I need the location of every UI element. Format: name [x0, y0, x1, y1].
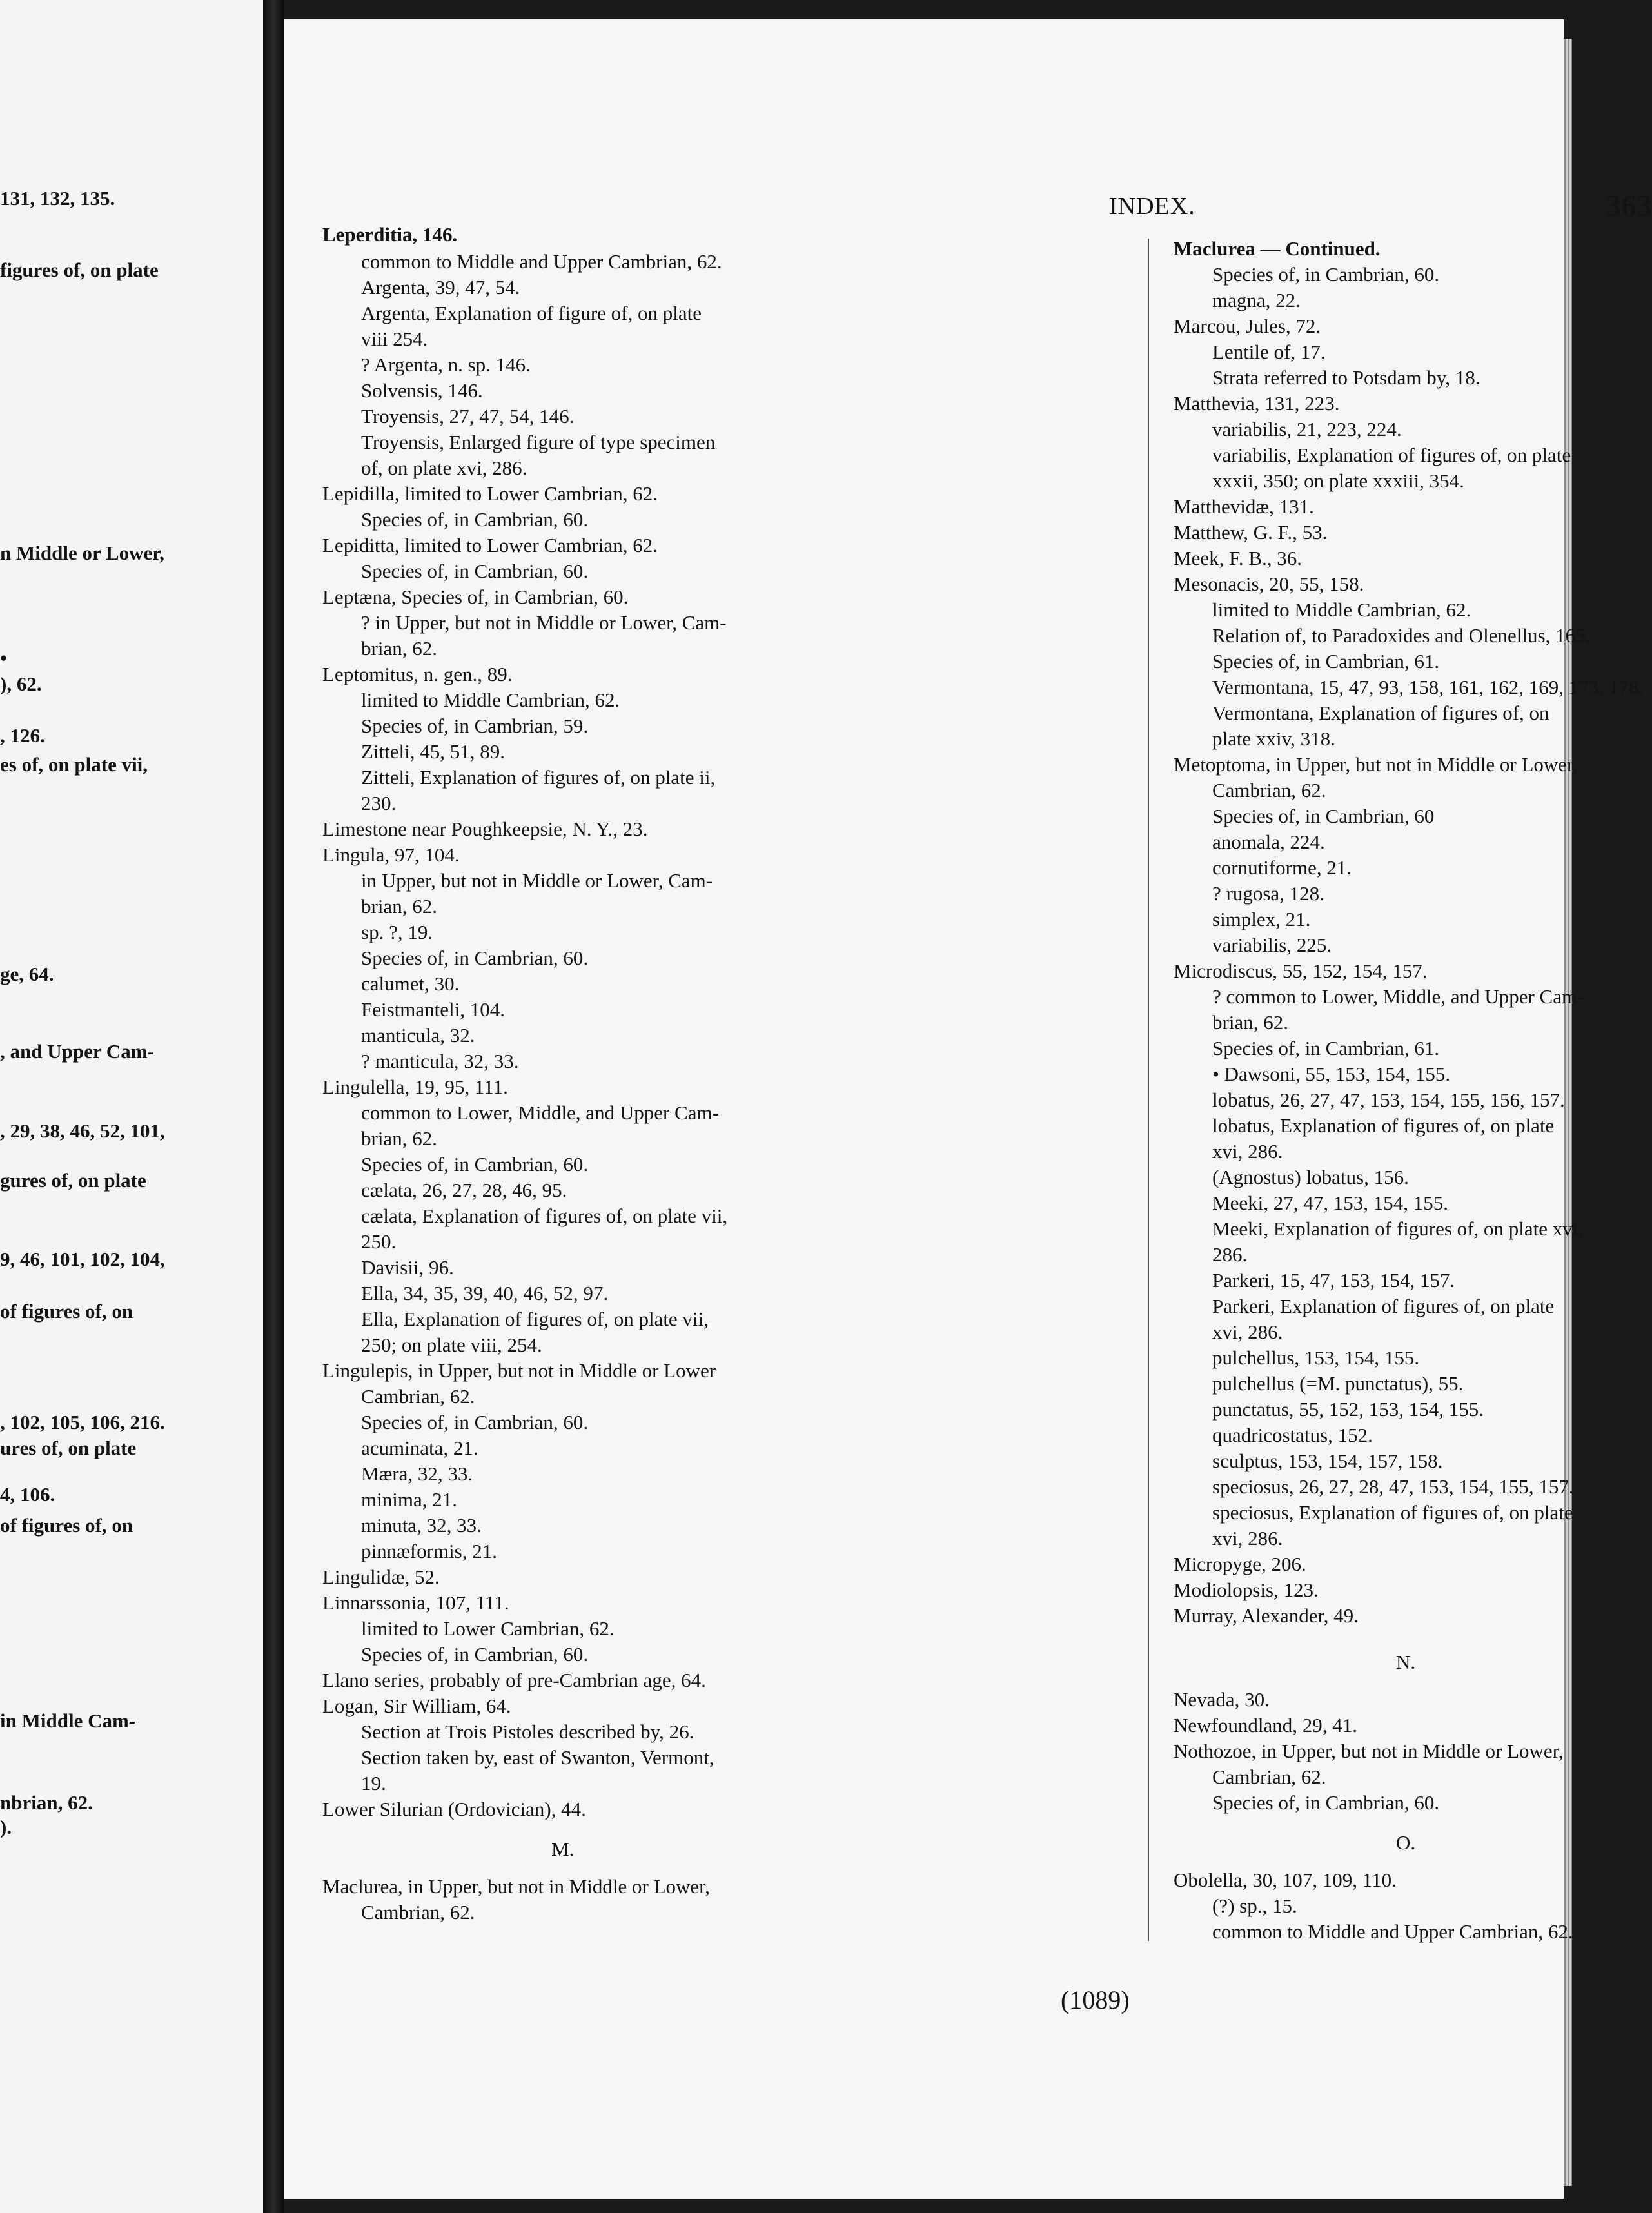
index-entry: Meek, F. B., 36.	[1174, 547, 1303, 569]
index-subentry: • Dawsoni, 55, 153, 154, 155.	[1212, 1063, 1451, 1085]
index-subentry: variabilis, Explanation of figures of, on plate	[1212, 444, 1571, 466]
index-subentry: xvi, 286.	[1212, 1140, 1283, 1163]
left-page-fragment: 9, 46, 101, 102, 104,	[0, 1248, 165, 1270]
index-entry: Mesonacis, 20, 55, 158.	[1174, 573, 1364, 595]
index-subentry: Species of, in Cambrian, 60.	[361, 1153, 589, 1175]
index-subentry: sp. ?, 19.	[361, 921, 433, 943]
index-subentry: (?) sp., 15.	[1212, 1894, 1297, 1917]
index-subentry: pulchellus (=M. punctatus), 55.	[1212, 1372, 1464, 1395]
index-subentry: Feistmanteli, 104.	[361, 998, 506, 1021]
index-entry: Leptomitus, n. gen., 89.	[322, 663, 513, 685]
index-subentry: Troyensis, Enlarged figure of type specimen	[361, 431, 716, 453]
left-page-fragment: 131, 132, 135.	[0, 187, 115, 210]
index-entry: Modiolopsis, 123.	[1174, 1579, 1319, 1601]
index-entry: Matthevidæ, 131.	[1174, 495, 1314, 518]
page-number: 363	[1606, 189, 1652, 223]
index-subentry: Argenta, 39, 47, 54.	[361, 276, 520, 299]
index-entry: Llano series, probably of pre-Cambrian age, 64.	[322, 1669, 706, 1691]
index-subentry: Relation of, to Paradoxides and Olenellus, 165.	[1212, 624, 1591, 647]
index-subentry: Ella, Explanation of figures of, on plate vii,	[361, 1308, 709, 1330]
left-page-fragment: es of, on plate vii,	[0, 753, 148, 776]
index-entry: Logan, Sir William, 64.	[322, 1695, 511, 1717]
index-entry: Linnarssonia, 107, 111.	[322, 1591, 509, 1614]
index-entry: Marcou, Jules, 72.	[1174, 315, 1321, 337]
index-subentry: sculptus, 153, 154, 157, 158.	[1212, 1450, 1443, 1472]
index-subentry: viii 254.	[361, 328, 428, 350]
left-page-fragment: of figures of, on	[0, 1300, 133, 1323]
index-subentry: 250; on plate viii, 254.	[361, 1333, 542, 1356]
left-page-fragment: •	[0, 647, 7, 669]
index-subentry: Cambrian, 62.	[1212, 1765, 1326, 1788]
index-subentry: Species of, in Cambrian, 60.	[361, 1411, 589, 1433]
index-subentry: Vermontana, Explanation of figures of, on	[1212, 702, 1549, 724]
index-entry: Murray, Alexander, 49.	[1174, 1604, 1359, 1627]
left-page-fragment: nbrian, 62.	[0, 1791, 93, 1814]
index-subentry: Davisii, 96.	[361, 1256, 454, 1279]
index-subentry: common to Middle and Upper Cambrian, 62.	[361, 250, 722, 273]
index-subentry: brian, 62.	[361, 895, 437, 918]
index-subentry: Parkeri, 15, 47, 153, 154, 157.	[1212, 1269, 1455, 1292]
index-subentry: limited to Lower Cambrian, 62.	[361, 1617, 615, 1640]
index-entry: Nothozoe, in Upper, but not in Middle or Lower,	[1174, 1740, 1564, 1762]
index-entry: Micropyge, 206.	[1174, 1553, 1306, 1575]
index-subentry: limited to Middle Cambrian, 62.	[1212, 598, 1471, 621]
index-subentry: simplex, 21.	[1212, 908, 1311, 930]
index-subentry: acuminata, 21.	[361, 1437, 478, 1459]
left-page-fragment: n Middle or Lower,	[0, 542, 164, 564]
left-page-fragment: gures of, on plate	[0, 1169, 146, 1192]
index-subentry: in Upper, but not in Middle or Lower, Cam-	[361, 869, 713, 892]
index-subentry: Zitteli, 45, 51, 89.	[361, 740, 506, 763]
index-entry: Lepiditta, limited to Lower Cambrian, 62.	[322, 534, 658, 556]
index-subentry: brian, 62.	[361, 1127, 437, 1150]
index-subentry: ? common to Lower, Middle, and Upper Cam-	[1212, 985, 1584, 1008]
index-subentry: manticula, 32.	[361, 1024, 475, 1047]
left-facing-page	[0, 0, 263, 2213]
index-subentry: anomala, 224.	[1212, 831, 1325, 853]
left-page-fragment: , 102, 105, 106, 216.	[0, 1411, 165, 1433]
index-entry: Matthevia, 131, 223.	[1174, 392, 1340, 415]
left-page-fragment: ), 62.	[0, 673, 42, 695]
index-subentry: Species of, in Cambrian, 60.	[361, 1643, 589, 1666]
index-entry: Lower Silurian (Ordovician), 44.	[322, 1798, 586, 1820]
index-entry: Lingulepis, in Upper, but not in Middle or Lower	[322, 1359, 716, 1382]
left-page-fragment: ge, 64.	[0, 963, 54, 985]
index-subentry: ? rugosa, 128.	[1212, 882, 1324, 905]
index-entry: Leperditia, 146.	[322, 223, 458, 246]
index-subentry: 250.	[361, 1230, 397, 1253]
index-entry: Leptæna, Species of, in Cambrian, 60.	[322, 585, 629, 608]
index-subentry: Species of, in Cambrian, 60	[1212, 805, 1435, 827]
left-page-fragment: 4, 106.	[0, 1483, 55, 1506]
index-subentry: Cambrian, 62.	[361, 1385, 475, 1408]
index-subentry: variabilis, 21, 223, 224.	[1212, 418, 1402, 440]
index-entry: Matthew, G. F., 53.	[1174, 521, 1328, 544]
index-subentry: Species of, in Cambrian, 60.	[361, 508, 589, 531]
index-subentry: Ella, 34, 35, 39, 40, 46, 52, 97.	[361, 1282, 609, 1304]
index-subentry: quadricostatus, 152.	[1212, 1424, 1373, 1446]
index-subentry: Mæra, 32, 33.	[361, 1462, 473, 1485]
index-subentry: (Agnostus) lobatus, 156.	[1212, 1166, 1409, 1188]
index-subentry: magna, 22.	[1212, 289, 1301, 311]
index-entry: Obolella, 30, 107, 109, 110.	[1174, 1869, 1397, 1891]
index-subentry: Section taken by, east of Swanton, Vermont,	[361, 1746, 714, 1769]
index-subentry: brian, 62.	[1212, 1011, 1288, 1034]
index-entry: Lepidilla, limited to Lower Cambrian, 62.	[322, 482, 658, 505]
index-entry: Metoptoma, in Upper, but not in Middle or Lower,	[1174, 753, 1578, 776]
index-subentry: Meeki, 27, 47, 153, 154, 155.	[1212, 1192, 1448, 1214]
left-page-fragment: , 126.	[0, 724, 45, 747]
left-page-fragment: , 29, 38, 46, 52, 101,	[0, 1119, 165, 1142]
index-entry: Microdiscus, 55, 152, 154, 157.	[1174, 959, 1428, 982]
index-subentry: Parkeri, Explanation of figures of, on plate	[1212, 1295, 1555, 1317]
index-subentry: Meeki, Explanation of figures of, on plate xvi,	[1212, 1217, 1584, 1240]
index-subentry: Cambrian, 62.	[1212, 779, 1326, 802]
index-subentry: variabilis, 225.	[1212, 934, 1332, 956]
index-subentry: Species of, in Cambrian, 59.	[361, 714, 589, 737]
index-entry: Lingulidæ, 52.	[322, 1566, 440, 1588]
index-subentry: Section at Trois Pistoles described by, 26.	[361, 1720, 694, 1743]
index-subentry: 286.	[1212, 1243, 1248, 1266]
index-subentry: pinnæformis, 21.	[361, 1540, 497, 1562]
index-subentry: lobatus, Explanation of figures of, on plate	[1212, 1114, 1555, 1137]
left-page-fragment: ).	[0, 1816, 12, 1838]
folio-number: (1089)	[1061, 1985, 1130, 2014]
index-subentry: 230.	[361, 792, 397, 814]
index-subentry: ? in Upper, but not in Middle or Lower, Cam-	[361, 611, 727, 634]
index-subentry: Species of, in Cambrian, 60.	[1212, 263, 1440, 286]
index-subentry: Vermontana, 15, 47, 93, 158, 161, 162, 169, 173, 178.	[1212, 676, 1644, 698]
index-entry: Lingula, 97, 104.	[322, 843, 460, 866]
index-subentry: Argenta, Explanation of figure of, on plate	[361, 302, 702, 324]
book-gutter	[263, 0, 284, 2213]
index-subentry: Lentile of, 17.	[1212, 340, 1326, 363]
index-subentry: Solvensis, 146.	[361, 379, 483, 402]
index-subentry: ? Argenta, n. sp. 146.	[361, 353, 531, 376]
index-subentry: Troyensis, 27, 47, 54, 146.	[361, 405, 575, 428]
running-head: INDEX.	[1109, 193, 1195, 220]
section-letter: O.	[1396, 1831, 1416, 1854]
index-subentry: of, on plate xvi, 286.	[361, 457, 527, 479]
index-entry: Nevada, 30.	[1174, 1688, 1270, 1711]
index-subentry: xvi, 286.	[1212, 1321, 1283, 1343]
index-subentry: Zitteli, Explanation of figures of, on plate ii,	[361, 766, 716, 789]
index-subentry: Strata referred to Potsdam by, 18.	[1212, 366, 1480, 389]
index-subentry: minima, 21.	[361, 1488, 457, 1511]
index-entry: Newfoundland, 29, 41.	[1174, 1714, 1357, 1736]
column-rule	[1148, 239, 1149, 1941]
index-entry: Lingulella, 19, 95, 111.	[322, 1076, 508, 1098]
left-page-fragment: , and Upper Cam-	[0, 1040, 154, 1063]
left-page-fragment: ures of, on plate	[0, 1437, 137, 1459]
index-entry: Maclurea, in Upper, but not in Middle or Lower,	[322, 1875, 711, 1898]
left-page-fragment: of figures of, on	[0, 1514, 133, 1537]
index-subentry: punctatus, 55, 152, 153, 154, 155.	[1212, 1398, 1484, 1421]
index-subentry: common to Middle and Upper Cambrian, 62.	[1212, 1920, 1573, 1943]
index-subentry: ? manticula, 32, 33.	[361, 1050, 519, 1072]
index-subentry: brian, 62.	[361, 637, 437, 660]
left-page-fragment: in Middle Cam-	[0, 1709, 136, 1732]
index-subentry: xxxii, 350; on plate xxxiii, 354.	[1212, 469, 1464, 492]
index-subentry: Species of, in Cambrian, 61.	[1212, 650, 1440, 673]
index-subentry: Species of, in Cambrian, 61.	[1212, 1037, 1440, 1059]
index-subentry: minuta, 32, 33.	[361, 1514, 482, 1537]
index-subentry: speciosus, Explanation of figures of, on plate	[1212, 1501, 1573, 1524]
index-subentry: 19.	[361, 1772, 386, 1795]
index-entry: Maclurea — Continued.	[1174, 237, 1381, 260]
index-subentry: Species of, in Cambrian, 60.	[1212, 1791, 1440, 1814]
index-subentry: limited to Middle Cambrian, 62.	[361, 689, 620, 711]
left-page-fragment: figures of, on plate	[0, 259, 159, 281]
index-subentry: Species of, in Cambrian, 60.	[361, 560, 589, 582]
section-letter: M.	[551, 1838, 575, 1860]
index-page	[284, 19, 1652, 2199]
index-subentry: pulchellus, 153, 154, 155.	[1212, 1346, 1420, 1369]
index-subentry: plate xxiv, 318.	[1212, 727, 1335, 750]
index-entry: Limestone near Poughkeepsie, N. Y., 23.	[322, 818, 648, 840]
index-subentry: speciosus, 26, 27, 28, 47, 153, 154, 155, 157.	[1212, 1475, 1574, 1498]
index-subentry: Species of, in Cambrian, 60.	[361, 947, 589, 969]
index-subentry: cælata, 26, 27, 28, 46, 95.	[361, 1179, 567, 1201]
index-subentry: calumet, 30.	[361, 972, 460, 995]
index-subentry: lobatus, 26, 27, 47, 153, 154, 155, 156, 157.	[1212, 1088, 1565, 1111]
section-letter: N.	[1396, 1651, 1416, 1673]
index-subentry: xvi, 286.	[1212, 1527, 1283, 1549]
index-subentry: common to Lower, Middle, and Upper Cam-	[361, 1101, 719, 1124]
index-subentry: Cambrian, 62.	[361, 1901, 475, 1923]
index-subentry: cornutiforme, 21.	[1212, 856, 1352, 879]
index-subentry: cælata, Explanation of figures of, on plate vii,	[361, 1205, 728, 1227]
